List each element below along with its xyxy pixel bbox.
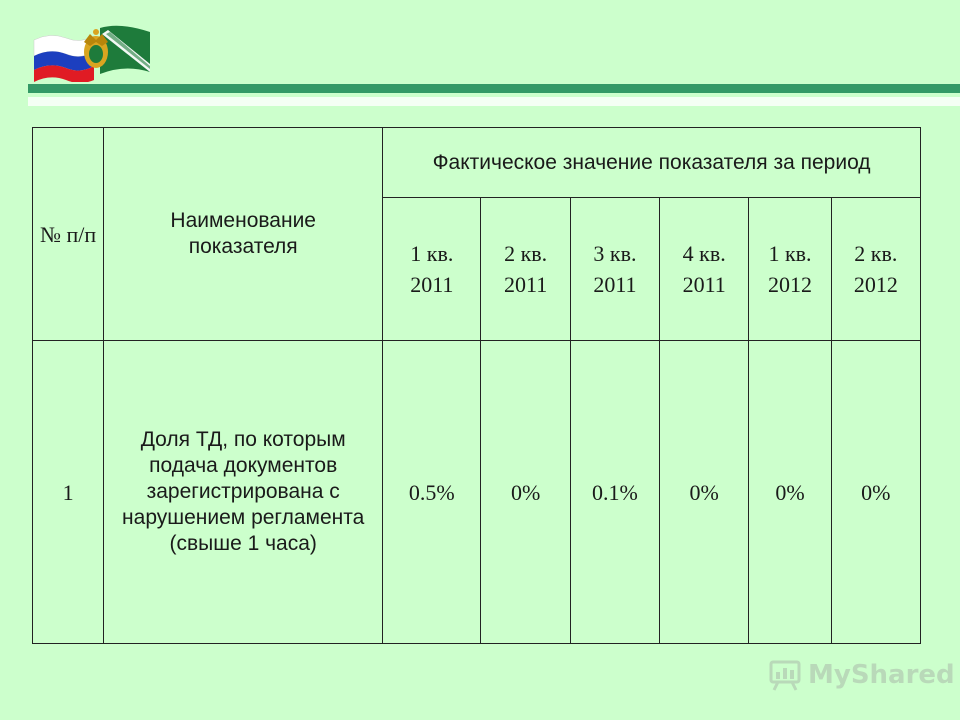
header-number: № п/п (33, 128, 104, 341)
row-value: 0% (481, 341, 570, 644)
row-indicator-name: Доля ТД, по которым подача документов зарегистрирована с нарушением регламента (свыше 1 часа) (104, 341, 383, 644)
row-value: 0% (660, 341, 749, 644)
header-period: 2 кв. 2012 (831, 198, 920, 341)
header-period: 4 кв. 2011 (660, 198, 749, 341)
header-divider-light (28, 97, 960, 106)
header-period: 1 кв. 2011 (383, 198, 481, 341)
header-period: 1 кв. 2012 (749, 198, 831, 341)
header-name: Наименование показателя (104, 128, 383, 341)
table-row (33, 341, 921, 644)
header-period: 3 кв. 2011 (570, 198, 659, 341)
row-value: 0.1% (570, 341, 659, 644)
row-value: 0.5% (383, 341, 481, 644)
header-period-group: Фактическое значение показателя за период (383, 128, 921, 198)
presentation-board-icon (768, 658, 802, 692)
header-divider-dark (28, 84, 960, 93)
flags-emblem-icon (30, 20, 154, 82)
row-number: 1 (33, 341, 104, 644)
watermark (768, 658, 955, 692)
row-value: 0% (831, 341, 920, 644)
row-value: 0% (749, 341, 831, 644)
indicator-table (32, 127, 921, 644)
watermark-text: MyShared (808, 660, 955, 690)
header-period: 2 кв. 2011 (481, 198, 570, 341)
